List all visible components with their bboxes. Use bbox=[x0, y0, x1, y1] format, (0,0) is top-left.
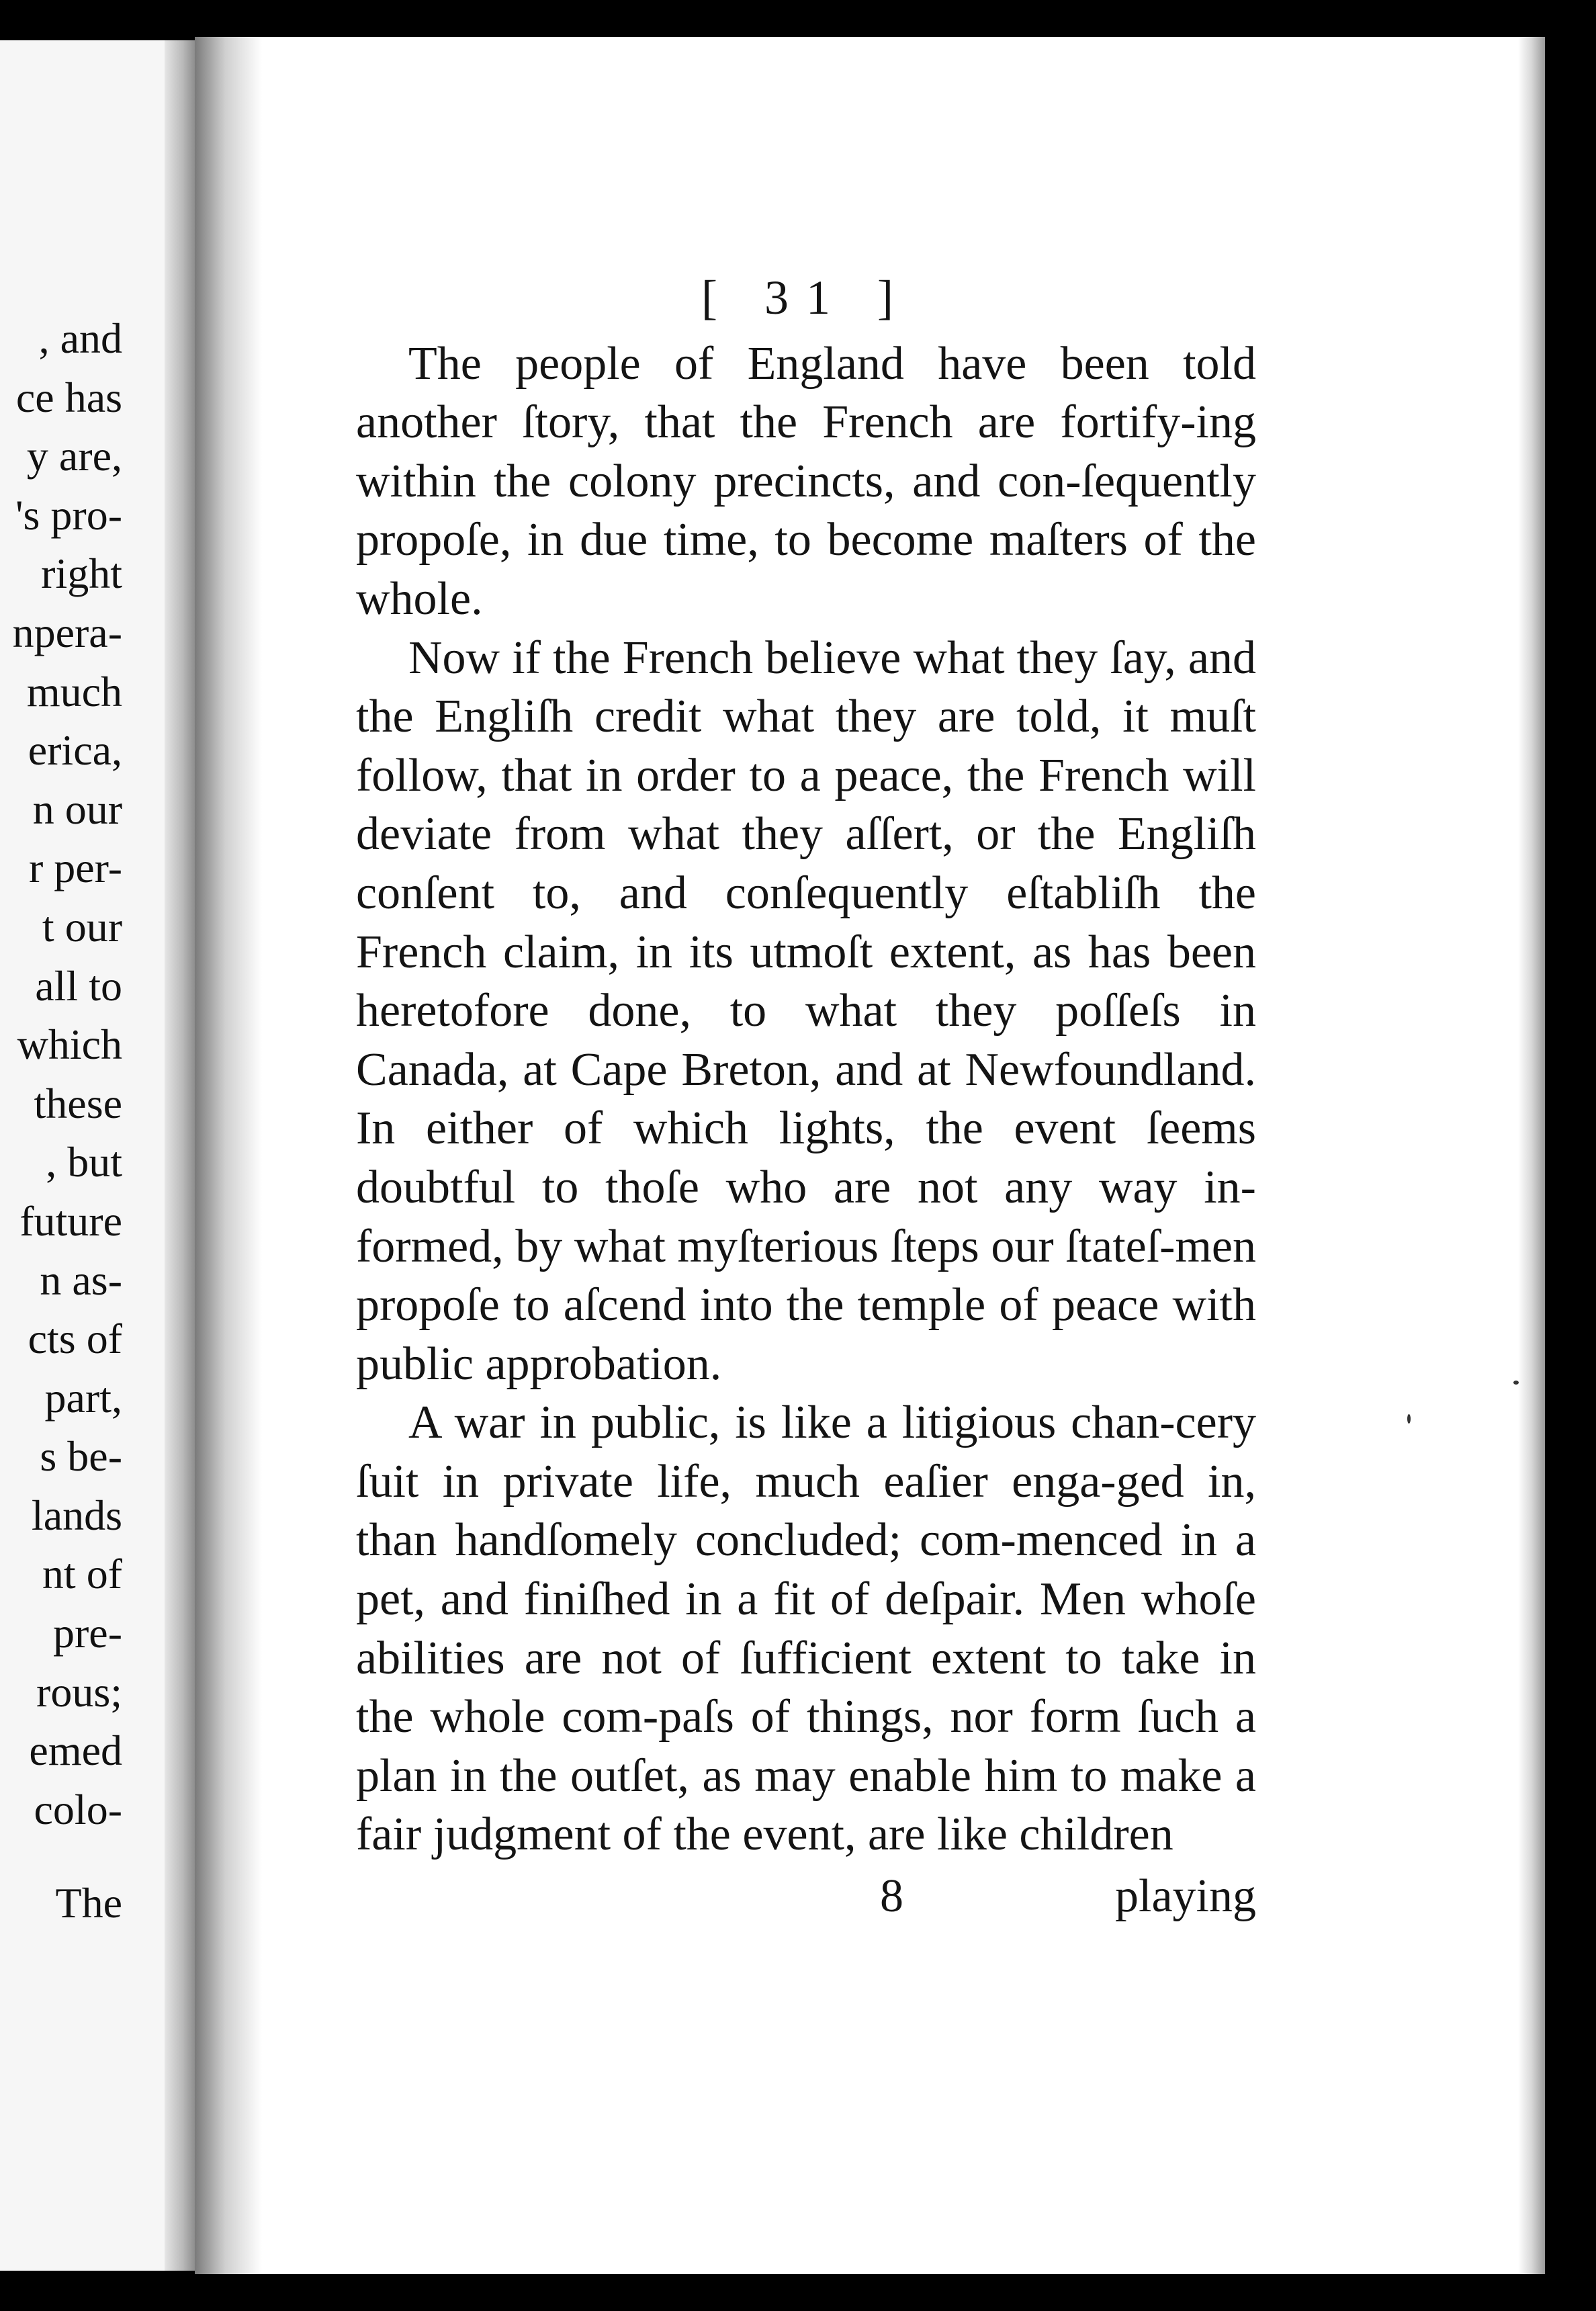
left-page-fragment: nt of bbox=[42, 1550, 122, 1598]
page-number-header: [ 31 ] bbox=[701, 271, 911, 324]
left-page-fragment: which bbox=[17, 1020, 122, 1069]
left-page-fragment: , and bbox=[38, 314, 122, 362]
left-page-fragment: colo- bbox=[34, 1785, 122, 1833]
left-page-fragment: part, bbox=[44, 1373, 122, 1422]
left-page-fragment: ce has bbox=[15, 373, 122, 421]
left-page-fragment: all to bbox=[35, 961, 122, 1010]
scan-speck bbox=[1407, 1414, 1411, 1424]
spine-shadow bbox=[195, 37, 262, 2274]
left-page-fragment: t our bbox=[42, 902, 122, 951]
page-footer bbox=[356, 1867, 1256, 1926]
left-page-fragment: cts of bbox=[28, 1315, 122, 1363]
scan-speck bbox=[1513, 1381, 1519, 1385]
left-page-fragment: much bbox=[26, 667, 122, 715]
left-page-gutter bbox=[165, 40, 195, 2271]
left-page-fragment: these bbox=[34, 1079, 122, 1127]
left-page-fragment: y are, bbox=[26, 432, 122, 480]
left-page-fragment: erica, bbox=[28, 726, 122, 775]
left-page-fragment: pre- bbox=[52, 1609, 122, 1657]
left-page-fragment: right bbox=[41, 550, 122, 598]
catchword: playing bbox=[1115, 1870, 1256, 1923]
left-page-fragment: lands bbox=[31, 1491, 122, 1539]
left-page-fragment: rous; bbox=[36, 1667, 122, 1716]
paragraph-1: The people of England have been told another ſtory, that the French are fortify-ing within the colony precincts, and con-ſequently propoſe, in due time, to become maſters of the whole. bbox=[356, 337, 1256, 625]
left-page-fragment: npera- bbox=[12, 608, 122, 656]
paragraph-2: Now if the French believe what they ſay, and the Engliſh credit what they are told, it muſt follow, that in order to a peace, the French will deviate from what they aſſert, or the Engliſh conſent to, and conſequently eſtabliſh the French claim, in its utmoſt extent, as has been heretofore done, to what they poſſeſs in Canada, at Cape Breton, and at Newfoundland. In either of which lights, the event ſeems doubtful to thoſe who are not any way in-formed, by what myſterious ſteps our ſtateſ-men propoſe to aſcend into the temple of peace with public approbation. bbox=[356, 631, 1256, 1390]
left-page-text-fragments bbox=[0, 309, 122, 1933]
left-page-fragment: r per- bbox=[28, 844, 122, 892]
left-page-fragment: n as- bbox=[40, 1256, 122, 1304]
signature-mark: 8 bbox=[880, 1870, 903, 1923]
right-page bbox=[195, 37, 1545, 2274]
page-text-block bbox=[356, 269, 1256, 1926]
left-page bbox=[0, 40, 195, 2271]
left-page-fragment: , but bbox=[46, 1138, 122, 1186]
page-edge bbox=[1518, 37, 1545, 2274]
left-page-fragment: s be- bbox=[40, 1432, 122, 1481]
left-page-fragment: emed bbox=[29, 1727, 122, 1775]
left-page-fragment: 's pro- bbox=[15, 490, 122, 539]
left-page-fragment: n our bbox=[32, 785, 122, 833]
left-page-fragment: future bbox=[19, 1196, 122, 1245]
left-page-last-fragment: The bbox=[55, 1879, 122, 1927]
paragraph-3: A war in public, is like a litigious chan-cery ſuit in private life, much eaſier enga-ged in, than handſomely concluded; com-menced in a pet, and finiſhed in a fit of deſpair. Men whoſe abilities are not of ſufficient extent to take in the whole com-paſs of things, nor form ſuch a plan in the outſet, as may enable him to make a fair judgment of the event, are like children bbox=[356, 1397, 1256, 1861]
